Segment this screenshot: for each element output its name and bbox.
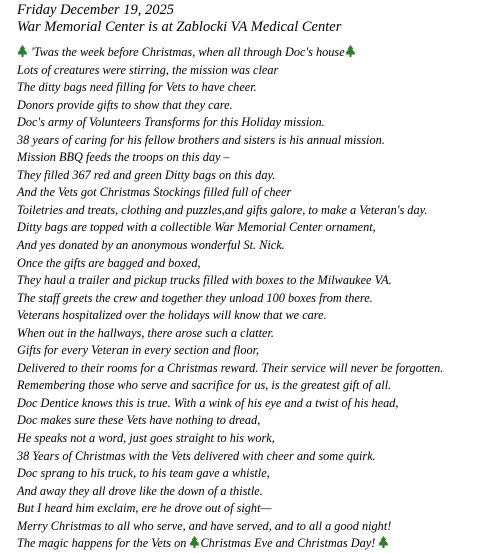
poem-line: He speaks not a word, just goes straight to his work,	[17, 431, 275, 446]
poem-line: Mission BBQ feeds the troops on this day –	[17, 150, 230, 165]
poem-first-line	[17, 44, 497, 62]
poem-line: Remembering those who serve and sacrifice for us, is the greatest gift of all.	[17, 378, 392, 393]
poem-line: They haul a trailer and pickup trucks filled with boxes to the Milwaukee VA.	[17, 273, 392, 288]
poem-line: Doc Dentice knows this is true. With a wink of his eye and a twist of his head,	[17, 395, 399, 410]
document-page	[17, 2, 497, 553]
poem-last-line-end: Christmas Eve and Christmas Day!	[200, 536, 376, 551]
christmas-tree-icon	[17, 45, 28, 57]
poem-line: They filled 367 red and green Ditty bags on this day.	[17, 167, 276, 182]
poem-line: Toiletries and treats, clothing and puzzles,and gifts galore, to make a Veteran's day.	[17, 202, 428, 217]
poem-line: Once the gifts are bagged and boxed,	[17, 255, 201, 270]
subtitle-line: War Memorial Center is at Zablocki VA Medical Center	[17, 19, 342, 35]
poem-line: And away they all drove like the down of a thistle.	[17, 483, 263, 498]
poem-line: When out in the hallways, there arose such a clatter.	[17, 325, 274, 340]
poem-line: Gifts for every Veteran in every section and floor,	[17, 343, 260, 358]
poem-line: But I heard him exclaim, ere he drove out of sight—	[17, 501, 272, 516]
poem-line: And the Vets got Christmas Stockings filled full of cheer	[17, 185, 292, 200]
poem-line: Donors provide gifts to show that they care.	[17, 97, 233, 112]
poem-line: Doc sprang to his truck, to his team gave a whistle,	[17, 466, 270, 481]
poem-last-line-start: The magic happens for the Vets on	[17, 536, 187, 551]
poem-line: Doc makes sure these Vets have nothing to dread,	[17, 413, 261, 428]
poem-line: And yes donated by an anonymous wonderful St. Nick.	[17, 238, 285, 253]
poem-last-line	[17, 535, 497, 553]
christmas-tree-icon	[345, 45, 356, 57]
poem-line: Merry Christmas to all who serve, and have served, and to all a good night!	[17, 518, 392, 533]
poem-line: Ditty bags are topped with a collectible War Memorial Center ornament,	[17, 220, 376, 235]
poem-line: Lots of creatures were stirring, the mission was clear	[17, 62, 279, 77]
poem-line: The ditty bags need filling for Vets to have cheer.	[17, 80, 257, 95]
poem-line: 38 Years of Christmas with the Vets delivered with cheer and some quirk.	[17, 448, 376, 463]
christmas-tree-icon	[189, 536, 200, 548]
poem-body	[17, 62, 497, 536]
poem-line: The staff greets the crew and together they unload 100 boxes from there.	[17, 290, 373, 305]
date-line: Friday December 19, 2025	[17, 2, 175, 18]
poem-line: 38 years of caring for his fellow brothers and sisters is his annual mission.	[17, 132, 385, 147]
poem-line: Doc's army of Volunteers Transforms for this Holiday mission.	[17, 115, 325, 130]
poem-line: Veterans hospitalized over the holidays will know that we care.	[17, 308, 327, 323]
christmas-tree-icon	[378, 536, 389, 548]
poem	[17, 44, 497, 553]
poem-first-line-text: 'Twas the week before Christmas, when all through Doc's house	[31, 45, 345, 59]
poem-line: Delivered to their rooms for a Christmas reward. Their service will never be forgotten.	[17, 360, 444, 375]
